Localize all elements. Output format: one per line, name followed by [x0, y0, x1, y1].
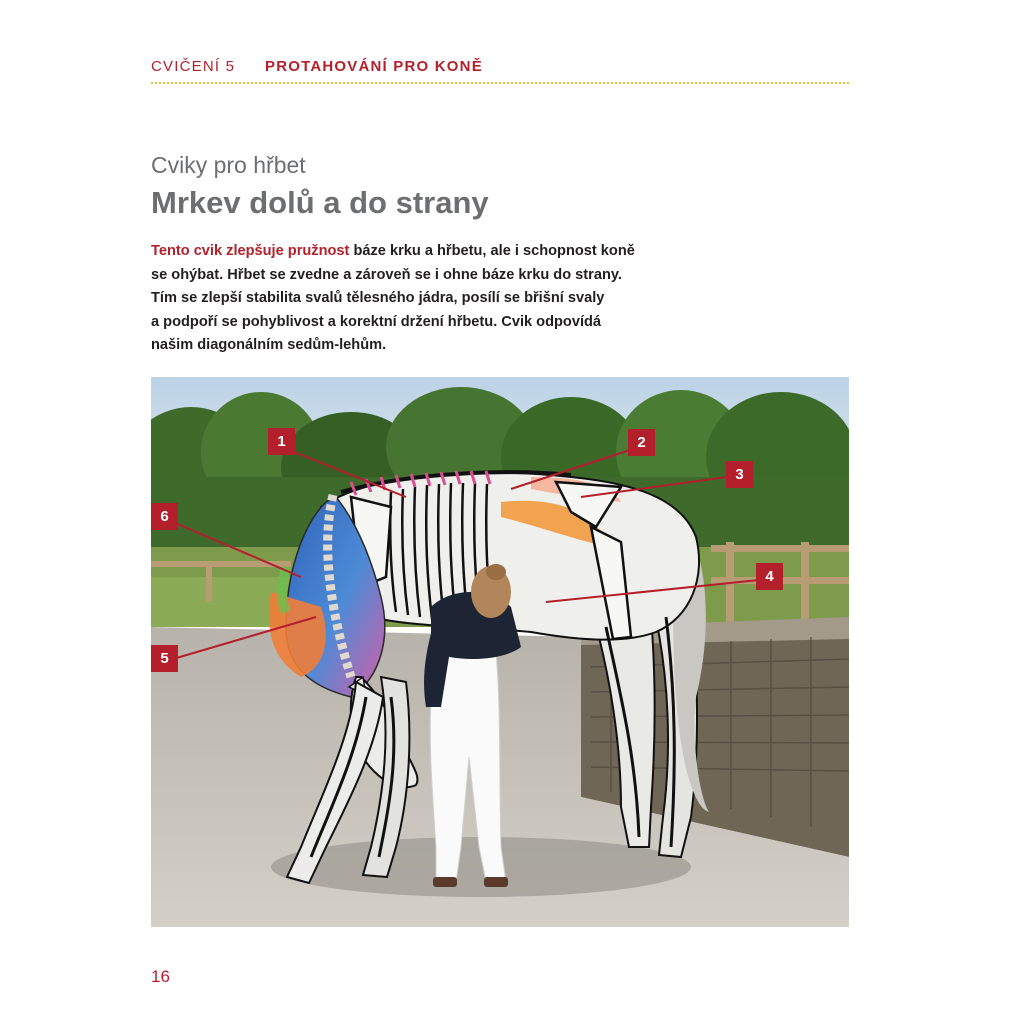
chapter-title: PROTAHOVÁNÍ PRO KONĚ: [265, 58, 483, 75]
chapter-label: CVIČENÍ 5: [151, 58, 236, 75]
intro-line: [151, 240, 691, 264]
marker-1: 1: [268, 428, 295, 455]
intro-line-text: se ohýbat. Hřbet se zvedne a zároveň se i ohne báze krku do strany.: [151, 266, 622, 283]
intro-line: [151, 311, 691, 335]
section-heading: Mrkev dolů a do strany: [151, 185, 489, 220]
intro-paragraph: [151, 240, 691, 358]
intro-line-text: našim diagonálním sedům-lehům.: [151, 337, 387, 353]
page-number: 16: [151, 967, 170, 986]
running-head: [151, 56, 851, 86]
intro-line: [151, 334, 691, 358]
marker-5: 5: [151, 645, 178, 672]
horse-stretch-photo: [151, 377, 849, 927]
marker-4: 4: [756, 563, 783, 590]
intro-line-text: a podpoří se pohyblivost a korektní držení hřbetu. Cvik odpovídá: [151, 313, 602, 330]
intro-line-text: Tím se zlepší stabilita svalů tělesného jádra, posílí se břišní svaly: [151, 290, 605, 306]
section-subheading: Cviky pro hřbet: [151, 152, 306, 178]
intro-line: [151, 264, 691, 288]
dotted-divider: [151, 82, 849, 84]
marker-3: 3: [726, 461, 753, 488]
intro-highlight: Tento cvik zlepšuje pružnost: [151, 243, 350, 259]
intro-line: [151, 287, 691, 311]
marker-2: 2: [628, 429, 655, 456]
intro-line-text: báze krku a hřbetu, ale i schopnost koně: [349, 243, 635, 259]
marker-6: 6: [151, 503, 178, 530]
